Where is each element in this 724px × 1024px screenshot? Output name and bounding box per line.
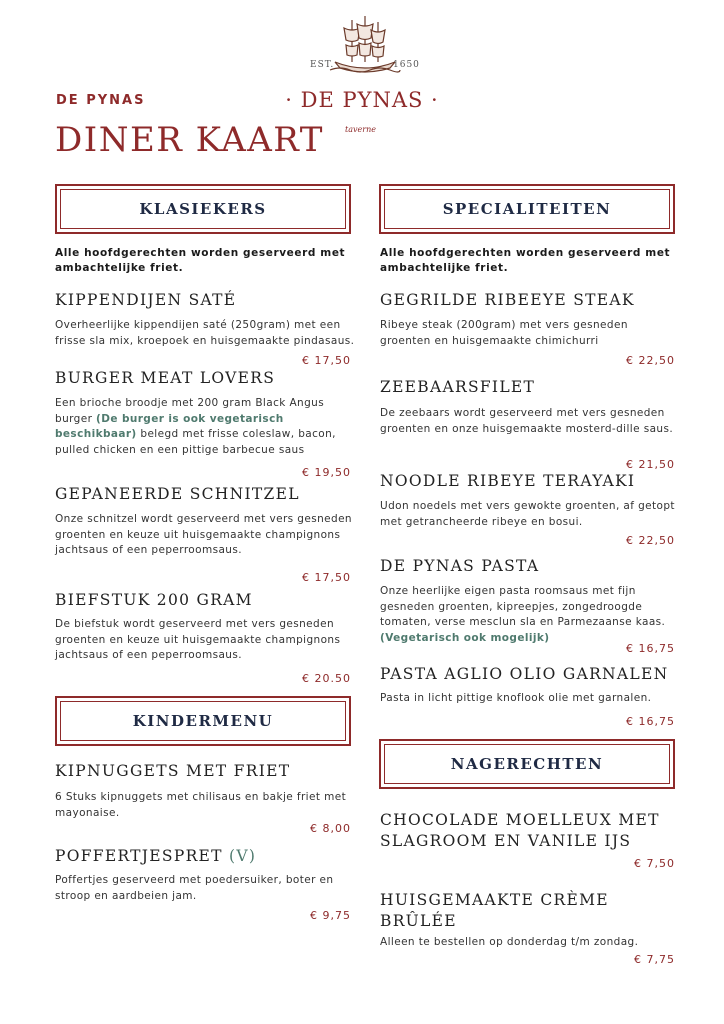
dish-description: 6 Stuks kipnuggets met chilisaus en bakje friet met mayonaise. xyxy=(55,791,347,819)
dish-description: De biefstuk wordt geserveerd met vers gesneden groenten en keuze uit huisgemaakte champignons jachtsaus of een peperroomsaus. xyxy=(55,618,341,661)
dish-price: € 20.50 xyxy=(302,672,351,685)
dish-description: De zeebaars wordt geserveerd met vers gesneden groenten en onze huisgemaakte mosterd-dille saus. xyxy=(380,407,674,435)
dish-name: CHOCOLADE MOELLEUX MET xyxy=(380,811,660,829)
dish-name: SLAGROOM EN VANILE IJS xyxy=(380,832,632,850)
dish-price: € 17,50 xyxy=(302,571,351,584)
section-heading-label: KLASIEKERS xyxy=(60,189,346,229)
dish-description: Ribeye steak (200gram) met vers gesneden groenten en huisgemaakte chimichurri xyxy=(380,319,628,347)
dish-price: € 9,75 xyxy=(310,909,351,922)
logo-name: · DE PYNAS · xyxy=(285,88,439,112)
dish-name: GEPANEERDE SCHNITZEL xyxy=(55,485,300,503)
logo-subtitle: taverne xyxy=(345,125,376,134)
logo-year: 1650 xyxy=(393,60,420,70)
vegetarian-note: (Vegetarisch ook mogelijk) xyxy=(380,631,550,644)
dish-description xyxy=(55,396,355,458)
dish-name: ZEEBAARSFILET xyxy=(380,378,536,396)
dish-name: NOODLE RIBEYE TERAYAKI xyxy=(380,472,636,490)
section-note: Alle hoofdgerechten worden geserveerd met ambachtelijke friet. xyxy=(380,247,671,274)
dish-name: KIPNUGGETS MET FRIET xyxy=(55,762,291,780)
section-heading-label: NAGERECHTEN xyxy=(384,744,670,784)
dish-price: € 7,75 xyxy=(634,953,675,966)
dish-name: BRÛLÉE xyxy=(380,912,457,930)
dish-price: € 22,50 xyxy=(626,354,675,367)
dish-name: PASTA AGLIO OLIO GARNALEN xyxy=(380,665,669,683)
vegetarian-note: (De burger is ook vegetarisch beschikbaar) xyxy=(55,412,284,440)
dish-price: € 7,50 xyxy=(634,857,675,870)
brand-name: DE PYNAS xyxy=(56,93,146,108)
section-heading-kindermenu xyxy=(55,696,351,746)
dish-name: GEGRILDE RIBEEYE STEAK xyxy=(380,291,635,309)
dish-name xyxy=(55,847,256,865)
dish-name-text: POFFERTJESPRET xyxy=(55,847,223,865)
desc-text: Een brioche broodje met 200 gram Black Angus burger xyxy=(55,397,325,425)
dish-description: Pasta in licht pittige knoflook olie met garnalen. xyxy=(380,692,652,704)
dish-price: € 17,50 xyxy=(302,354,351,367)
section-heading-label: SPECIALITEITEN xyxy=(384,189,670,229)
dish-price: € 21,50 xyxy=(626,458,675,471)
section-note: Alle hoofdgerechten worden geserveerd met ambachtelijke friet. xyxy=(55,247,346,274)
desc-text: belegd met frisse coleslaw, bacon, pulled chicken en een pittige barbecue saus xyxy=(55,428,336,456)
dish-name: KIPPENDIJEN SATÉ xyxy=(55,291,237,309)
dish-description xyxy=(380,584,680,646)
logo xyxy=(300,10,430,140)
dish-price: € 8,00 xyxy=(310,822,351,835)
dish-name: HUISGEMAAKTE CRÈME xyxy=(380,891,609,909)
dish-description: Poffertjes geserveerd met poedersuiker, boter en stroop en aardbeien jam. xyxy=(55,874,334,902)
dish-name: BIEFSTUK 200 GRAM xyxy=(55,591,253,609)
dish-name: DE PYNAS PASTA xyxy=(380,557,540,575)
dish-price: € 19,50 xyxy=(302,466,351,479)
section-heading-label: KINDERMENU xyxy=(60,701,346,741)
dish-description: Udon noedels met vers gewokte groenten, af getopt met getrancheerde ribeye en bosui. xyxy=(380,500,675,528)
dish-price: € 16,75 xyxy=(626,642,675,655)
logo-est: EST. xyxy=(310,60,335,70)
section-heading-nagerechten xyxy=(379,739,675,789)
dish-name: BURGER MEAT LOVERS xyxy=(55,369,276,387)
page-title: DINER KAART xyxy=(55,120,324,160)
dish-description: Overheerlijke kippendijen saté (250gram) met een frisse sla mix, kroepoek en huisgemaakte pindasaus. xyxy=(55,319,355,347)
dish-description: Onze schnitzel wordt geserveerd met vers gesneden groenten en keuze uit huisgemaakte champignons jachtsaus of een peperroomsaus. xyxy=(55,513,352,556)
desc-text: Onze heerlijke eigen pasta roomsaus met fijn gesneden groenten, kipreepjes, zongedroogde tomaten, verse mesclun sla en Parmezaanse kaas. xyxy=(380,585,666,628)
dish-price: € 22,50 xyxy=(626,534,675,547)
section-heading-specialiteiten xyxy=(379,184,675,234)
dish-price: € 16,75 xyxy=(626,715,675,728)
vegetarian-mark: (V) xyxy=(229,847,257,865)
section-heading-klasiekers xyxy=(55,184,351,234)
dish-description: Alleen te bestellen op donderdag t/m zondag. xyxy=(380,936,639,948)
